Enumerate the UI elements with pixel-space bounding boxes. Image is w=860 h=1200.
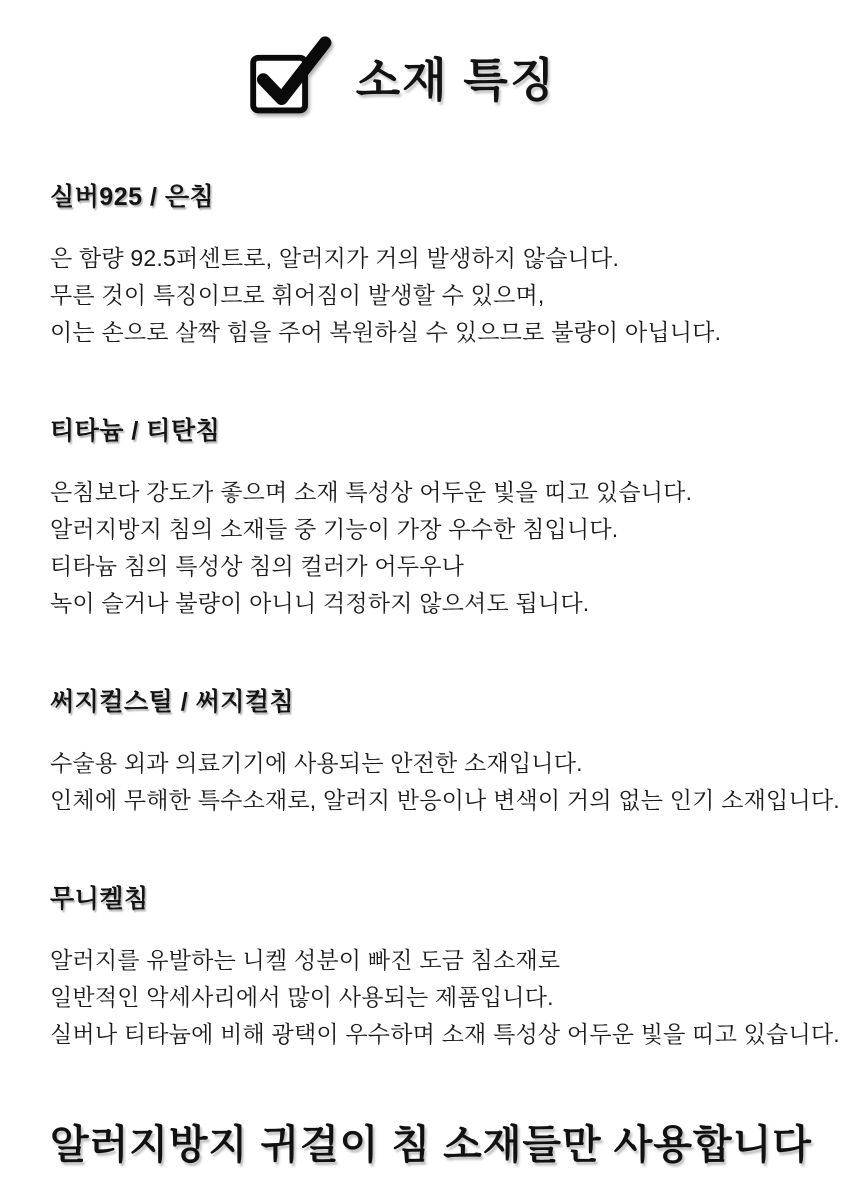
section-line: 무른 것이 특징이므로 휘어짐이 발생할 수 있으며, [50,282,545,308]
footer-text: 알러지방지 귀걸이 침 소재들만 사용합니다 [50,1123,812,1167]
section-heading-nickel-free: 무니켈침 [50,885,149,913]
section-silver925 [50,177,810,351]
page-footer [50,1113,810,1170]
section-heading-surgical-steel: 써지컬스틸 / 써지컬침 [50,688,295,716]
section-line: 인체에 무해한 특수소재로, 알러지 반응이나 변색이 거의 없는 인기 소재입니다. [50,787,840,813]
section-line: 실버나 티타늄에 비해 광택이 우수하며 소재 특성상 어두운 빛을 띠고 있습니다. [50,1021,840,1047]
section-line: 알러지방지 침의 소재들 중 기능이 가장 우수한 침입니다. [50,516,619,542]
section-surgical-steel [50,682,840,819]
section-line: 알러지를 유발하는 니켈 성분이 빠진 도금 침소재로 [50,947,561,973]
checkbox-checked-icon [244,35,336,119]
section-line: 녹이 슬거나 불량이 아니니 걱정하지 않으셔도 됩니다. [50,590,590,616]
page-title: 소재 특징 [355,54,557,106]
section-line: 은침보다 강도가 좋으며 소재 특성상 어두운 빛을 띠고 있습니다. [50,479,693,505]
section-line: 일반적인 악세사리에서 많이 사용되는 제품입니다. [50,984,554,1010]
section-heading-titanium: 티타늄 / 티탄침 [50,417,221,445]
section-line: 수술용 외과 의료기기에 사용되는 안전한 소재입니다. [50,750,583,776]
section-titanium [50,411,810,622]
page-header [20,35,780,119]
section-line: 이는 손으로 살짝 힘을 주어 복원하실 수 있으므로 불량이 아닙니다. [50,319,722,345]
section-heading-silver925: 실버925 / 은침 [50,183,215,211]
section-line: 티타늄 침의 특성상 침의 컬러가 어두우나 [50,553,465,579]
section-nickel-free [50,879,840,1053]
section-line: 은 함량 92.5퍼센트로, 알러지가 거의 발생하지 않습니다. [50,245,620,271]
